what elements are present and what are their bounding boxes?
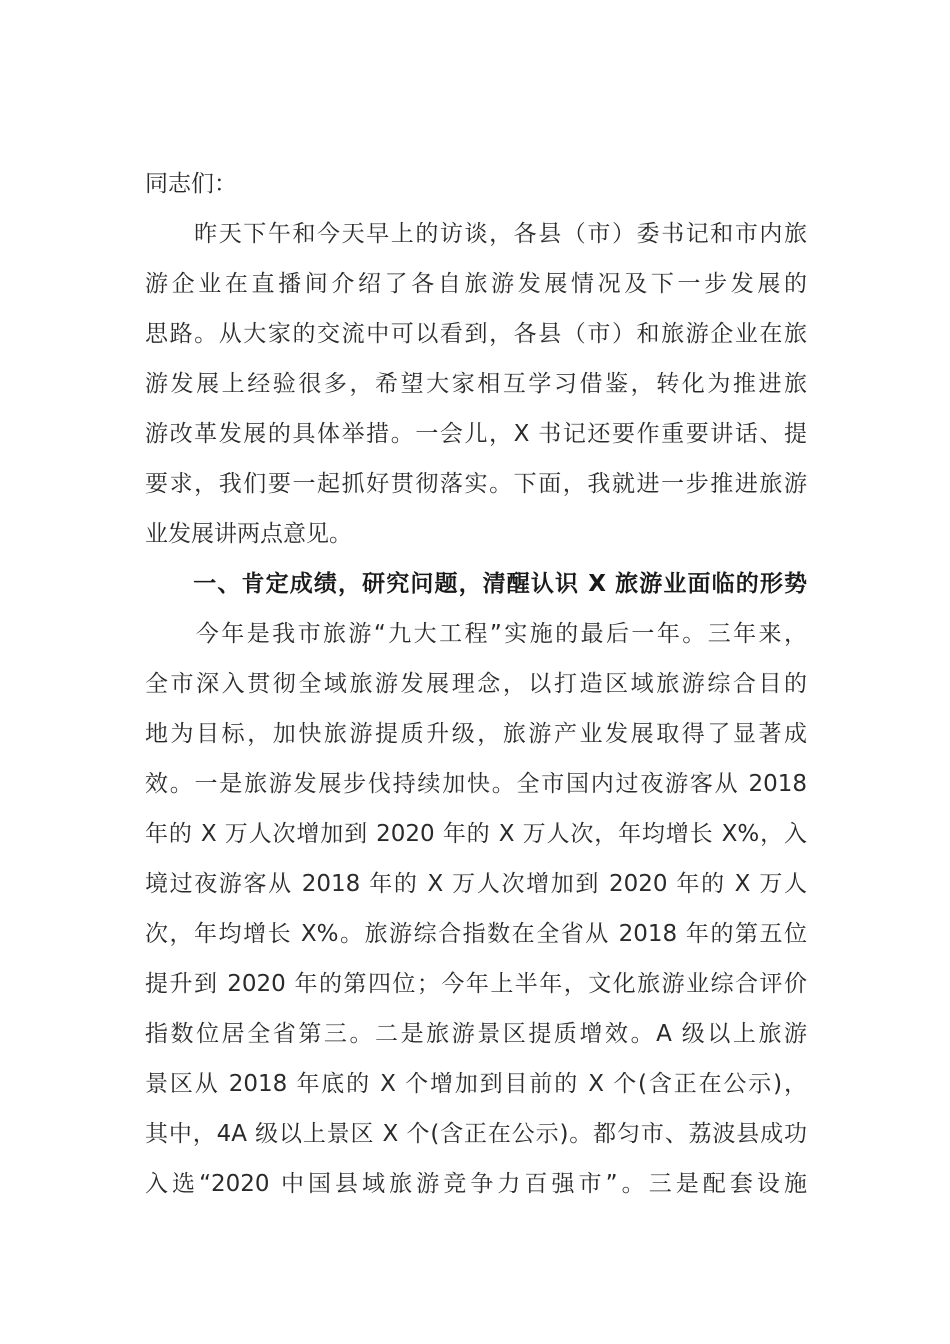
paragraph-line: 提升到 2020 年的第四位；今年上半年，文化旅游业综合评价 — [145, 971, 807, 997]
paragraph-line: 游改革发展的具体举措。一会儿，X 书记还要作重要讲话、提 — [145, 421, 807, 447]
paragraph-line: 游发展上经验很多，希望大家相互学习借鉴，转化为推进旅 — [145, 371, 807, 397]
paragraph-line: 昨天下午和今天早上的访谈，各县（市）委书记和市内旅 — [145, 221, 807, 247]
paragraph-line: 思路。从大家的交流中可以看到，各县（市）和旅游企业在旅 — [145, 321, 807, 347]
paragraph-line: 效。一是旅游发展步伐持续加快。全市国内过夜游客从 2018 — [145, 771, 807, 797]
paragraph-line: 入选“2020 中国县域旅游竞争力百强市”。三是配套设施 — [145, 1171, 807, 1197]
paragraph-line: 次，年均增长 X%。旅游综合指数在全省从 2018 年的第五位 — [145, 921, 807, 947]
paragraph-line: 要求，我们要一起抓好贯彻落实。下面，我就进一步推进旅游 — [145, 471, 807, 497]
greeting-line: 同志们： — [145, 171, 237, 197]
paragraph-line: 其中，4A 级以上景区 X 个(含正在公示)。都匀市、荔波县成功 — [145, 1121, 807, 1147]
document-text — [145, 159, 807, 1209]
paragraph-line: 境过夜游客从 2018 年的 X 万人次增加到 2020 年的 X 万人 — [145, 871, 807, 897]
paragraph-line: 全市深入贯彻全域旅游发展理念，以打造区域旅游综合目的 — [145, 671, 807, 697]
paragraph-line: 指数位居全省第三。二是旅游景区提质增效。A 级以上旅游 — [145, 1021, 807, 1047]
paragraph-line: 今年是我市旅游“九大工程”实施的最后一年。三年来， — [145, 621, 807, 647]
paragraph-line: 年的 X 万人次增加到 2020 年的 X 万人次，年均增长 X%，入 — [145, 821, 807, 847]
paragraph-line: 游企业在直播间介绍了各自旅游发展情况及下一步发展的 — [145, 271, 807, 297]
paragraph-line: 地为目标，加快旅游提质升级，旅游产业发展取得了显著成 — [145, 721, 807, 747]
section-heading: 一、肯定成绩，研究问题，清醒认识 X 旅游业面临的形势 — [145, 571, 807, 597]
paragraph-line: 景区从 2018 年底的 X 个增加到目前的 X 个(含正在公示)， — [145, 1071, 807, 1097]
paragraph-line: 业发展讲两点意见。 — [145, 521, 352, 547]
